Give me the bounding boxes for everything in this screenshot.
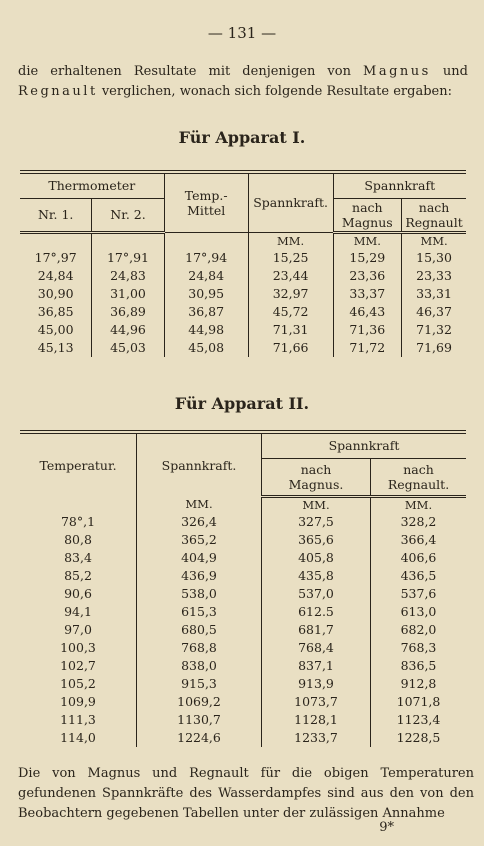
table-cell: 31,00 — [92, 285, 164, 303]
table-cell: 436,9 — [137, 567, 262, 585]
table-cell: 366,4 — [400, 532, 437, 547]
table-cell: 109,9 — [20, 693, 137, 711]
table-cell: 71,32 — [416, 322, 452, 337]
table-row — [20, 531, 466, 549]
table-cell: 71,31 — [248, 321, 333, 339]
temp-mittel-header: Temp.- Mittel — [164, 172, 248, 232]
thermometer-header: Thermometer — [20, 172, 164, 198]
table-cell: 17°,91 — [92, 249, 164, 267]
unit-cell: MM. — [137, 496, 262, 513]
table1-title: Für Apparat I. — [178, 128, 306, 147]
table-cell: 32,97 — [248, 285, 333, 303]
unit-cell — [92, 232, 164, 249]
table-cell: 836,5 — [400, 658, 437, 673]
table-cell: 682,0 — [400, 622, 437, 637]
table-apparat-2 — [20, 430, 466, 747]
unit-cell: MM. — [420, 234, 448, 248]
unit-cell — [20, 496, 137, 513]
unit-cell — [20, 232, 92, 249]
unit-cell: MM. — [262, 496, 371, 513]
unit-cell — [164, 232, 248, 249]
table-cell: 1073,7 — [262, 693, 371, 711]
table-cell: 94,1 — [20, 603, 137, 621]
table-cell: 71,72 — [333, 339, 402, 357]
table-cell: 33,31 — [416, 286, 452, 301]
table-cell: 46,43 — [333, 303, 402, 321]
table-cell: 838,0 — [137, 657, 262, 675]
table-cell: 15,25 — [248, 249, 333, 267]
table-cell: 78°,1 — [20, 513, 137, 531]
table-cell: 681,7 — [262, 621, 371, 639]
table-row — [20, 549, 466, 567]
table-cell: 915,3 — [137, 675, 262, 693]
spannkraft-header: Spannkraft. — [248, 172, 333, 232]
table-cell: 100,3 — [20, 639, 137, 657]
table-cell: 1228,5 — [396, 730, 441, 745]
table-cell: 45,00 — [20, 321, 92, 339]
table-cell: 436,5 — [400, 568, 437, 583]
table-cell: 538,0 — [137, 585, 262, 603]
table-row — [20, 339, 466, 357]
units-row — [20, 496, 466, 513]
table-row — [20, 267, 466, 285]
page-number: — 131 — — [207, 24, 277, 42]
table-cell: 111,3 — [20, 711, 137, 729]
table-row — [20, 711, 466, 729]
table-cell: 913,9 — [262, 675, 371, 693]
unit-cell: MM. — [248, 232, 333, 249]
spannkraft-header: Spannkraft. — [137, 432, 262, 496]
table-cell: 435,8 — [262, 567, 371, 585]
table-cell: 44,96 — [92, 321, 164, 339]
table-row — [20, 513, 466, 531]
table-cell: 24,84 — [164, 267, 248, 285]
table-cell: 1069,2 — [137, 693, 262, 711]
table-cell: 45,13 — [20, 339, 92, 357]
table-cell: 327,5 — [262, 513, 371, 531]
table-cell: 1224,6 — [137, 729, 262, 747]
table-cell: 46,37 — [416, 304, 452, 319]
table-cell: 15,30 — [416, 250, 452, 265]
table-cell: 1123,4 — [396, 712, 441, 727]
table-cell: 24,83 — [92, 267, 164, 285]
table-cell: 102,7 — [20, 657, 137, 675]
table-cell: 36,85 — [20, 303, 92, 321]
table-cell: 36,89 — [92, 303, 164, 321]
table-cell: 1233,7 — [262, 729, 371, 747]
table-apparat-1 — [20, 170, 466, 357]
table-cell: 612.5 — [262, 603, 371, 621]
table-row — [20, 729, 466, 747]
table-row — [20, 675, 466, 693]
table-cell: 114,0 — [20, 729, 137, 747]
nach-regnault-header: nach Regnault — [402, 198, 466, 232]
table-cell: 44,98 — [164, 321, 248, 339]
unit-cell: MM. — [333, 232, 402, 249]
table-cell: 71,66 — [248, 339, 333, 357]
table-row — [20, 639, 466, 657]
table-cell: 83,4 — [20, 549, 137, 567]
table-cell: 365,2 — [137, 531, 262, 549]
table-cell: 30,95 — [164, 285, 248, 303]
table-cell: 17°,97 — [20, 249, 92, 267]
table-cell: 768,3 — [400, 640, 437, 655]
table-cell: 97,0 — [20, 621, 137, 639]
table-cell: 404,9 — [137, 549, 262, 567]
spannkraft-group-header: Spannkraft — [262, 432, 467, 458]
table-cell: 30,90 — [20, 285, 92, 303]
table-cell: 613,0 — [400, 604, 437, 619]
table-cell: 615,3 — [137, 603, 262, 621]
table-cell: 45,03 — [92, 339, 164, 357]
table-cell: 45,72 — [248, 303, 333, 321]
nach-regnault-header: nach Regnault. — [371, 458, 467, 496]
intro-text-1: die erhaltenen Resultate mit denjenigen von — [18, 64, 364, 79]
table-cell: 71,36 — [333, 321, 402, 339]
table-row — [20, 303, 466, 321]
nach-magnus-header: nach Magnus — [333, 198, 402, 232]
table-cell: 90,6 — [20, 585, 137, 603]
table-row — [20, 285, 466, 303]
table-row — [20, 567, 466, 585]
nr1-header: Nr. 1. — [20, 198, 92, 232]
temperatur-header: Temperatur. — [20, 432, 137, 496]
table-row — [20, 621, 466, 639]
table-cell: 537,0 — [262, 585, 371, 603]
table-cell: 1130,7 — [137, 711, 262, 729]
table-cell: 837,1 — [262, 657, 371, 675]
table-cell: 912,8 — [400, 676, 437, 691]
table-cell: 537,6 — [400, 586, 437, 601]
table-cell: 85,2 — [20, 567, 137, 585]
table-row — [20, 249, 466, 267]
intro-regnault: Regnault — [18, 84, 98, 99]
unit-cell: MM. — [404, 498, 433, 512]
table-row — [20, 585, 466, 603]
table-row — [20, 321, 466, 339]
table2-title: Für Apparat II. — [174, 394, 310, 413]
table-cell: 71,69 — [416, 340, 452, 355]
table-cell: 768,4 — [262, 639, 371, 657]
table-cell: 365,6 — [262, 531, 371, 549]
intro-magnus: Magnus — [363, 64, 431, 79]
nr2-header: Nr. 2. — [92, 198, 164, 232]
table-cell: 768,8 — [137, 639, 262, 657]
units-row — [20, 232, 466, 249]
table-cell: 17°,94 — [164, 249, 248, 267]
table-cell: 80,8 — [20, 531, 137, 549]
table-row — [20, 657, 466, 675]
nach-magnus-header: nach Magnus. — [262, 458, 371, 496]
table-cell: 33,37 — [333, 285, 402, 303]
table-cell: 15,29 — [333, 249, 402, 267]
table-cell: 328,2 — [400, 514, 437, 529]
table-cell: 36,87 — [164, 303, 248, 321]
intro-text-3: verglichen, wonach sich folgende Resultate ergaben: — [97, 84, 452, 99]
table-cell: 23,36 — [333, 267, 402, 285]
table-cell: 23,33 — [416, 268, 452, 283]
table-cell: 24,84 — [20, 267, 92, 285]
table-cell: 1071,8 — [396, 694, 441, 709]
table-cell: 680,5 — [137, 621, 262, 639]
table-cell: 326,4 — [137, 513, 262, 531]
outro-paragraph: Die von Magnus und Regnault für die obigen Temperaturen gefundenen Spannkräfte des Wasserdampfes sind aus den von den Beobachtern gegebenen Tabellen unter der zulässigen Annahme — [18, 766, 474, 821]
table-cell: 1128,1 — [262, 711, 371, 729]
table-cell: 405,8 — [262, 549, 371, 567]
signature-mark: 9* — [379, 820, 394, 835]
intro-text-2: und — [430, 64, 469, 79]
intro-paragraph — [18, 62, 468, 102]
table-cell: 105,2 — [20, 675, 137, 693]
table-row — [20, 603, 466, 621]
spannkraft-group-header: Spannkraft — [333, 172, 466, 198]
table-row — [20, 693, 466, 711]
table-cell: 23,44 — [248, 267, 333, 285]
table-cell: 406,6 — [400, 550, 437, 565]
table-cell: 45,08 — [164, 339, 248, 357]
